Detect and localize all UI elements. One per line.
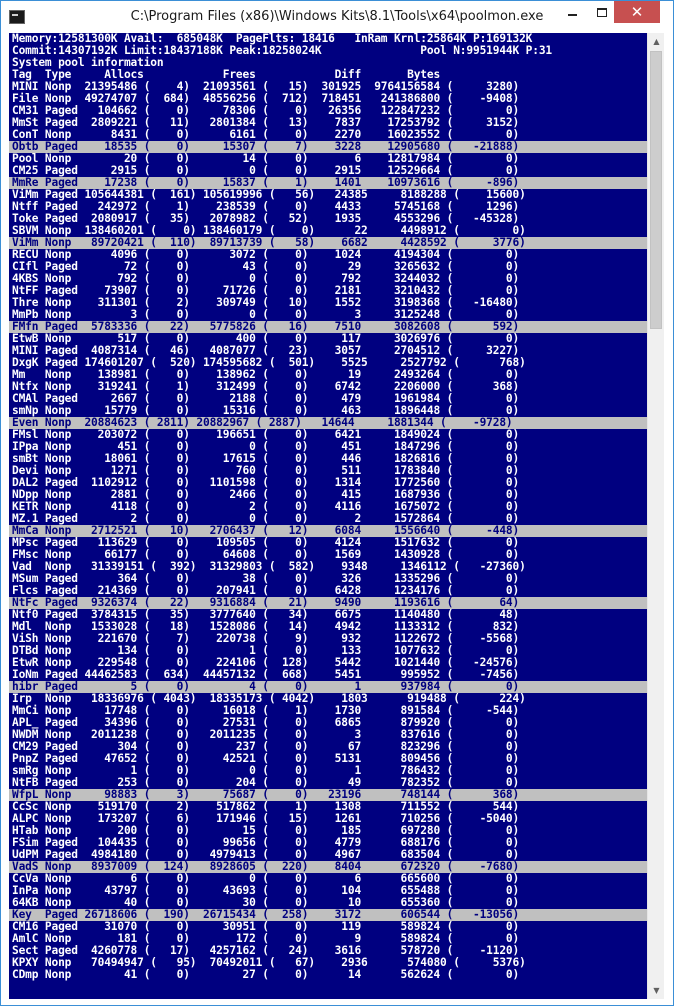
pool-tag-row: Pool Nonp 20 ( 0) 14 ( 0) 6 12817984 ( 0) bbox=[12, 152, 520, 165]
pool-tag-row: DxgK Paged 174601207 ( 520) 174595682 ( 501) 5525 2527792 ( 768) bbox=[12, 356, 526, 369]
pool-tag-row: NtFc Paged 9326374 ( 22) 9316884 ( 21) 9490 1193616 ( 64) bbox=[9, 597, 647, 609]
pool-tag-row: hibr Paged 5 ( 0) 4 ( 0) 1 937984 ( 0) bbox=[9, 681, 647, 693]
pool-tag-row: 4KBS Nonp 792 ( 0) 0 ( 0) 792 3244032 ( 0) bbox=[12, 272, 520, 285]
pool-tag-row: CcVa Nonp 6 ( 0) 0 ( 0) 6 665600 ( 0) bbox=[12, 872, 520, 885]
console-output[interactable] bbox=[9, 33, 647, 999]
pool-tag-row: CcSc Nonp 519170 ( 2) 517862 ( 1) 1308 711552 ( 544) bbox=[12, 800, 520, 813]
commit-summary-line: Commit:14307192K Limit:18437188K Peak:18258024K Pool N:9951944K P:31 bbox=[12, 44, 553, 57]
pool-tag-row: smRg Nonp 1 ( 0) 0 ( 0) 1 786432 ( 0) bbox=[12, 764, 520, 777]
pool-tag-row: Toke Paged 2080917 ( 35) 2078982 ( 52) 1935 4553296 ( -45328) bbox=[12, 212, 520, 225]
pool-tag-row: NDpp Nonp 2881 ( 0) 2466 ( 0) 415 1687936 ( 0) bbox=[12, 488, 520, 501]
pool-tag-row: NtFB Paged 253 ( 0) 204 ( 0) 49 782352 ( 0) bbox=[12, 776, 520, 789]
pool-tag-row: MZ.1 Paged 2 ( 0) 0 ( 0) 2 1572864 ( 0) bbox=[12, 512, 520, 525]
pool-tag-row: ViSh Nonp 221670 ( 7) 220738 ( 9) 932 1122672 ( -5568) bbox=[12, 632, 520, 645]
pool-tag-row: NtFF Paged 73907 ( 0) 71726 ( 0) 2181 3210432 ( 0) bbox=[12, 284, 520, 297]
pool-tag-row: FMfn Paged 5783336 ( 22) 5775826 ( 16) 7510 3082608 ( 592) bbox=[9, 321, 647, 333]
pool-tag-row: Vad Nonp 31339151 ( 392) 31329803 ( 582) 9348 1346112 ( -27360) bbox=[12, 560, 526, 573]
pool-tag-row: MmCi Nonp 17748 ( 0) 16018 ( 1) 1730 891584 ( -544) bbox=[12, 704, 520, 717]
pool-tag-row: Irp Nonp 18336976 ( 4043) 18335173 ( 4042) 1803 919488 ( 224) bbox=[12, 692, 526, 705]
close-icon: ✕ bbox=[630, 3, 644, 21]
pool-tag-row: KETR Nonp 4118 ( 0) 2 ( 0) 4116 1675072 ( 0) bbox=[12, 500, 520, 513]
pool-tag-row: FMsc Nonp 66177 ( 0) 64608 ( 0) 1569 1430928 ( 0) bbox=[12, 548, 520, 561]
pool-tag-row: Mdl Nonp 1533028 ( 18) 1528086 ( 14) 4942 1133312 ( 832) bbox=[12, 620, 520, 633]
minimize-button[interactable] bbox=[557, 1, 587, 23]
pool-tag-row: CM31 Paged 104662 ( 0) 78306 ( 0) 26356 122847232 ( 0) bbox=[12, 104, 520, 117]
pool-tag-row: IPpa Nonp 451 ( 0) 0 ( 0) 451 1847296 ( 0) bbox=[12, 440, 520, 453]
pool-tag-row: CM16 Paged 31070 ( 0) 30951 ( 0) 119 589824 ( 0) bbox=[12, 920, 520, 933]
pool-tag-row: CM25 Paged 2915 ( 0) 0 ( 0) 2915 12529664 ( 0) bbox=[12, 164, 520, 177]
pool-tag-row: MmSt Paged 2809221 ( 11) 2801384 ( 13) 7837 17253792 ( 3152) bbox=[12, 116, 520, 129]
pool-tag-row: EtwB Nonp 517 ( 0) 400 ( 0) 117 3026976 ( 0) bbox=[12, 332, 520, 345]
pool-tag-row: MmCa Nonp 2712521 ( 10) 2706437 ( 12) 6084 1556640 ( -448) bbox=[9, 525, 647, 537]
pool-tag-row: Devi Nonp 1271 ( 0) 760 ( 0) 511 1783840 ( 0) bbox=[12, 464, 520, 477]
pool-tag-row: smBt Nonp 18061 ( 0) 17615 ( 0) 446 1826816 ( 0) bbox=[12, 452, 520, 465]
pool-tag-row: PnpZ Paged 47652 ( 0) 42521 ( 0) 5131 809456 ( 0) bbox=[12, 752, 520, 765]
pool-tag-row: APL_ Paged 34396 ( 0) 27531 ( 0) 6865 879920 ( 0) bbox=[12, 716, 520, 729]
pool-tag-row: MINI Paged 4087314 ( 46) 4087077 ( 23) 3057 2704512 ( 3227) bbox=[12, 344, 520, 357]
scroll-thumb[interactable] bbox=[650, 51, 662, 329]
pool-tag-row: Thre Nonp 311301 ( 2) 309749 ( 10) 1552 3198368 ( -16480) bbox=[12, 296, 520, 309]
pool-tag-row: AmlC Nonp 181 ( 0) 172 ( 0) 9 589824 ( 0) bbox=[12, 932, 520, 945]
pool-tag-row: Ntff Paged 242972 ( 1) 238539 ( 0) 4433 5745168 ( 1296) bbox=[12, 200, 520, 213]
scroll-up-arrow-icon[interactable]: ▲ bbox=[653, 37, 660, 46]
section-heading: System pool information bbox=[12, 56, 164, 69]
pool-tag-row: smNp Nonp 15779 ( 0) 15316 ( 0) 463 1896448 ( 0) bbox=[12, 404, 520, 417]
pool-tag-row: MSum Paged 364 ( 0) 38 ( 0) 326 1335296 ( 0) bbox=[12, 572, 520, 585]
pool-tag-row: FMsl Nonp 203072 ( 0) 196651 ( 0) 6421 1849024 ( 0) bbox=[12, 428, 520, 441]
pool-tag-row: VadS Nonp 8937009 ( 124) 8928605 ( 220) 8404 672320 ( -7680) bbox=[9, 861, 647, 873]
pool-tag-row: InPa Nonp 43797 ( 0) 43693 ( 0) 104 655488 ( 0) bbox=[12, 884, 520, 897]
pool-tag-row: Key Paged 26718606 ( 190) 26715434 ( 258) 3172 606544 ( -13056) bbox=[9, 909, 647, 921]
pool-tag-row: KPXY Nonp 70494947 ( 95) 70492011 ( 67) 2936 574080 ( 5376) bbox=[12, 956, 526, 969]
pool-tag-row: Mm Nonp 138981 ( 0) 138962 ( 0) 19 2493264 ( 0) bbox=[12, 368, 520, 381]
pool-tag-row: SBVM Nonp 138460201 ( 0) 138460179 ( 0) 22 4498912 ( 0) bbox=[12, 224, 526, 237]
pool-tag-row: ViMm Nonp 89720421 ( 110) 89713739 ( 58) 6682 4428592 ( 3776) bbox=[9, 237, 647, 249]
pool-tag-row: Sect Paged 4260778 ( 17) 4257162 ( 24) 3616 578720 ( -1120) bbox=[12, 944, 520, 957]
window-title: C:\Program Files (x86)\Windows Kits\8.1\Tools\x64\poolmon.exe bbox=[130, 9, 544, 24]
pool-tag-row: MmPb Nonp 3 ( 0) 0 ( 0) 3 3125248 ( 0) bbox=[12, 308, 520, 321]
pool-tag-row: ALPC Nonp 173207 ( 6) 171946 ( 15) 1261 710256 ( -5040) bbox=[12, 812, 520, 825]
pool-tag-table bbox=[9, 81, 647, 981]
pool-tag-row: Flcs Paged 214369 ( 0) 207941 ( 0) 6428 1234176 ( 0) bbox=[12, 584, 520, 597]
pool-tag-row: 64KB Nonp 40 ( 0) 30 ( 0) 10 655360 ( 0) bbox=[12, 896, 520, 909]
pool-tag-row: WfpL Nonp 98883 ( 3) 75687 ( 0) 23196 748144 ( 368) bbox=[9, 789, 647, 801]
pool-tag-row: CM29 Paged 304 ( 0) 237 ( 0) 67 823296 ( 0) bbox=[12, 740, 520, 753]
pool-tag-row: UdPM Paged 4984180 ( 0) 4979413 ( 0) 4967 683504 ( 0) bbox=[12, 848, 520, 861]
pool-tag-row: IoNm Paged 44462583 ( 634) 44457132 ( 668) 5451 995952 ( -7456) bbox=[12, 668, 520, 681]
pool-tag-row: CIfl Paged 72 ( 0) 43 ( 0) 29 3265632 ( 0) bbox=[12, 260, 520, 273]
pool-tag-row: FSim Paged 104435 ( 0) 99656 ( 0) 4779 688176 ( 0) bbox=[12, 836, 520, 849]
pool-tag-row: HTab Nonp 200 ( 0) 15 ( 0) 185 697280 ( 0) bbox=[12, 824, 520, 837]
pool-tag-row: DAL2 Paged 1102912 ( 0) 1101598 ( 0) 1314 1772560 ( 0) bbox=[12, 476, 520, 489]
column-headers: Tag Type Allocs Frees Diff Bytes bbox=[12, 68, 441, 81]
pool-tag-row: NWDM Nonp 2011238 ( 0) 2011235 ( 0) 3 837616 ( 0) bbox=[12, 728, 520, 741]
pool-tag-row: ConT Nonp 8431 ( 0) 6161 ( 0) 2270 16023552 ( 0) bbox=[12, 128, 520, 141]
minimize-icon bbox=[568, 14, 577, 16]
pool-tag-row: DTBd Nonp 134 ( 0) 1 ( 0) 133 1077632 ( 0) bbox=[12, 644, 520, 657]
title-bar[interactable] bbox=[1, 1, 673, 33]
pool-tag-row: MINI Nonp 21395486 ( 4) 21093561 ( 15) 301925 9764156584 ( 3280) bbox=[12, 80, 520, 93]
pool-tag-row: MPsc Paged 113629 ( 0) 109505 ( 0) 4124 1517632 ( 0) bbox=[12, 536, 520, 549]
pool-tag-row: File Nonp 49274707 ( 684) 48556256 ( 712) 718451 241386800 ( -9408) bbox=[12, 92, 520, 105]
memory-summary-line: Memory:12581300K Avail: 685048K PageFlts: 18416 InRam Krnl:25864K P:169132K bbox=[12, 33, 533, 45]
pool-tag-row: EtwR Nonp 229548 ( 0) 224106 ( 128) 5442 1021440 ( -24576) bbox=[12, 656, 520, 669]
scroll-down-arrow-icon[interactable]: ▼ bbox=[653, 986, 660, 995]
pool-tag-row: Ntf0 Paged 3784315 ( 35) 3777640 ( 34) 6675 1140480 ( 48) bbox=[12, 608, 520, 621]
vertical-scrollbar[interactable] bbox=[647, 33, 664, 999]
pool-tag-row: CMAl Paged 2667 ( 0) 2188 ( 0) 479 1961984 ( 0) bbox=[12, 392, 520, 405]
close-button[interactable] bbox=[614, 1, 660, 23]
maximize-icon bbox=[597, 8, 607, 17]
pool-tag-row: Ntfx Nonp 319241 ( 1) 312499 ( 0) 6742 2206000 ( 368) bbox=[12, 380, 520, 393]
pool-tag-row: Even Nonp 20884623 ( 2811) 20882967 ( 2887) 14644 1881344 ( -9728) bbox=[9, 417, 647, 429]
pool-tag-row: MmRe Paged 17238 ( 0) 15837 ( 1) 1401 10973616 ( -896) bbox=[9, 177, 647, 189]
pool-tag-row: Obtb Paged 18535 ( 0) 15307 ( 7) 3228 12905680 ( -21888) bbox=[9, 141, 647, 153]
pool-tag-row: ViMm Paged 105644381 ( 161) 105619996 ( 56) 24385 8188288 ( 15600) bbox=[12, 188, 526, 201]
pool-tag-row: RECU Nonp 4096 ( 0) 3072 ( 0) 1024 4194304 ( 0) bbox=[12, 248, 520, 261]
maximize-button[interactable] bbox=[587, 1, 617, 23]
pool-tag-row: CDmp Nonp 41 ( 0) 27 ( 0) 14 562624 ( 0) bbox=[12, 968, 520, 981]
